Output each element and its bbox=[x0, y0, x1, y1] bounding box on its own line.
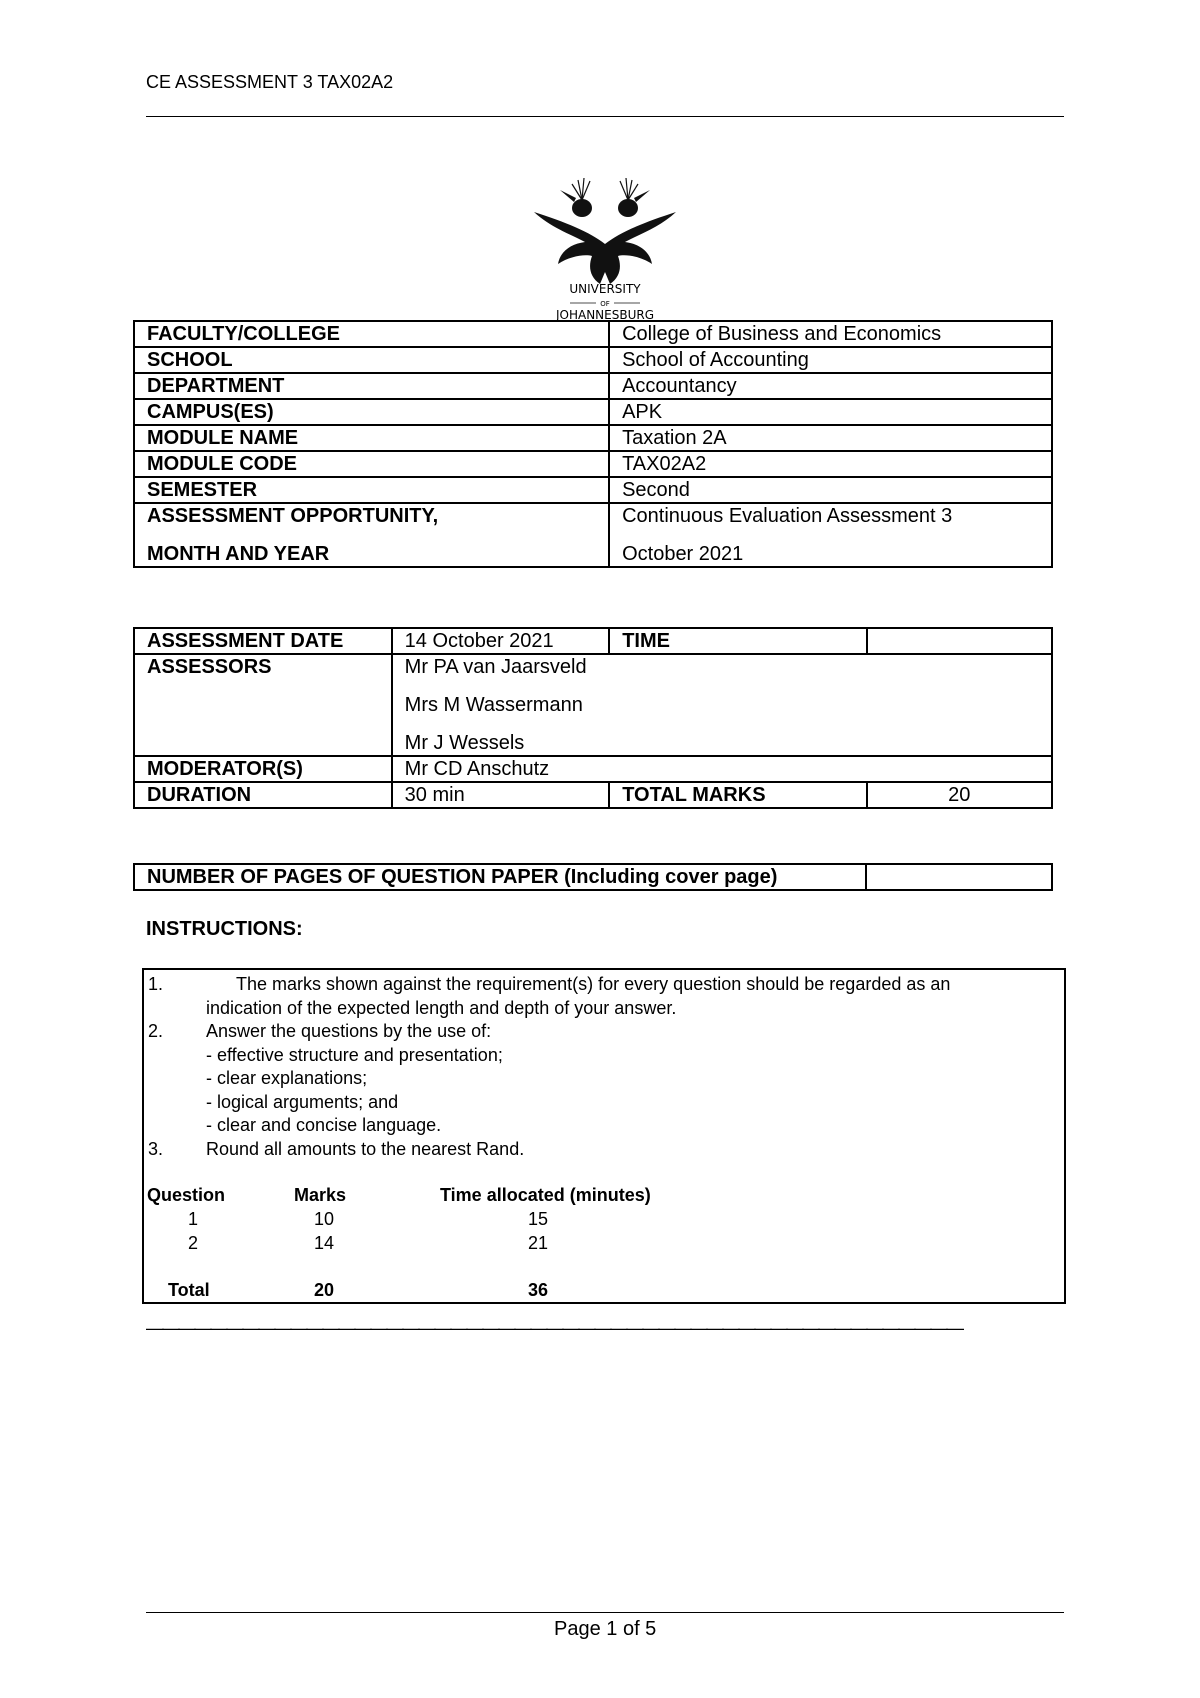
table-row bbox=[134, 399, 1052, 425]
campus-value: APK bbox=[609, 399, 1052, 425]
footer-rule bbox=[146, 1612, 1064, 1613]
table-row bbox=[134, 477, 1052, 503]
instruction-line: Answer the questions by the use of: bbox=[206, 1021, 492, 1041]
time-value bbox=[867, 628, 1052, 654]
module-code-value: TAX02A2 bbox=[609, 451, 1052, 477]
module-info-table bbox=[133, 320, 1053, 568]
table-row bbox=[134, 782, 1052, 808]
page-number: Page 1 of 5 bbox=[554, 1618, 657, 1640]
time-label: TIME bbox=[609, 628, 866, 654]
school-label: SCHOOL bbox=[134, 347, 609, 373]
logo-text-university: UNIVERSITY bbox=[569, 282, 641, 296]
module-code-label: MODULE CODE bbox=[134, 451, 609, 477]
page-count-label: NUMBER OF PAGES OF QUESTION PAPER (Including cover page) bbox=[134, 864, 866, 890]
faculty-value: College of Business and Economics bbox=[609, 321, 1052, 347]
instruction-number: 1. bbox=[148, 974, 164, 994]
header-rule bbox=[146, 116, 1064, 117]
instruction-line: The marks shown against the requirement(s) for every question should be regarded as an bbox=[236, 974, 951, 994]
separator-line: ——————————————————————————————————————————————————— bbox=[146, 1318, 962, 1338]
running-header: CE ASSESSMENT 3 TAX02A2 bbox=[146, 72, 394, 92]
logo-text-johannesburg: JOHANNESBURG bbox=[555, 308, 655, 322]
department-label: DEPARTMENT bbox=[134, 373, 609, 399]
duration-label: DURATION bbox=[134, 782, 392, 808]
moderator-value: Mr CD Anschutz bbox=[392, 756, 610, 782]
instruction-line: Round all amounts to the nearest Rand. bbox=[206, 1138, 525, 1159]
semester-label: SEMESTER bbox=[134, 477, 609, 503]
table-row bbox=[134, 628, 1052, 654]
instruction-line: - logical arguments; and bbox=[206, 1091, 399, 1112]
instruction-line: - clear explanations; bbox=[206, 1068, 368, 1088]
school-value: School of Accounting bbox=[609, 347, 1052, 373]
instruction-line: - effective structure and presentation; bbox=[206, 1044, 503, 1065]
instructions-heading: INSTRUCTIONS: bbox=[146, 918, 303, 940]
date-value: 14 October 2021 bbox=[392, 628, 610, 654]
total-marks-value: 20 bbox=[867, 782, 1052, 808]
instructions-box: 1. The marks shown against the requirement(s) for every question should be regarded as an indication of the expected length and depth of your answer. 2. Answer the questions by the use of: - effective structure and presentation; - clear explanations; - logical arguments; and - clear and concise language. 3. Round all amounts to the nearest Rand. Question Marks Time allocated (minutes) 1 10 15 2 14 21 Total 20 36 bbox=[142, 968, 1066, 1304]
table-row bbox=[134, 373, 1052, 399]
assessors-value: Mr PA van Jaarsveld Mrs M Wassermann Mr J Wessels bbox=[392, 654, 1052, 756]
total-marks-label: TOTAL MARKS bbox=[609, 782, 866, 808]
instruction-line: indication of the expected length and depth of your answer. bbox=[206, 997, 677, 1018]
table-row bbox=[134, 451, 1052, 477]
date-label: ASSESSMENT DATE bbox=[134, 628, 392, 654]
table-row bbox=[134, 864, 1052, 890]
instruction-line: - clear and concise language. bbox=[206, 1115, 442, 1135]
university-logo bbox=[530, 172, 680, 322]
table-row bbox=[134, 425, 1052, 451]
page-count-table bbox=[133, 863, 1053, 891]
table-row bbox=[134, 654, 1052, 756]
department-value: Accountancy bbox=[609, 373, 1052, 399]
table-row bbox=[134, 503, 1052, 567]
table-row bbox=[134, 347, 1052, 373]
assessment-details-table bbox=[133, 627, 1053, 809]
table-row bbox=[134, 321, 1052, 347]
opportunity-value: Continuous Evaluation Assessment 3 October 2021 bbox=[609, 503, 1052, 567]
module-name-label: MODULE NAME bbox=[134, 425, 609, 451]
assessors-label: ASSESSORS bbox=[134, 654, 392, 756]
instruction-number: 3. bbox=[148, 1138, 164, 1159]
opportunity-label: ASSESSMENT OPPORTUNITY, MONTH AND YEAR bbox=[134, 503, 609, 567]
module-name-value: Taxation 2A bbox=[609, 425, 1052, 451]
campus-label: CAMPUS(ES) bbox=[134, 399, 609, 425]
moderator-label: MODERATOR(S) bbox=[134, 756, 392, 782]
instruction-number: 2. bbox=[148, 1021, 164, 1041]
faculty-label: FACULTY/COLLEGE bbox=[134, 321, 609, 347]
duration-value: 30 min bbox=[392, 782, 610, 808]
table-row bbox=[134, 756, 1052, 782]
logo-text-of: OF bbox=[600, 300, 610, 308]
semester-value: Second bbox=[609, 477, 1052, 503]
page-count-value bbox=[866, 864, 1052, 890]
